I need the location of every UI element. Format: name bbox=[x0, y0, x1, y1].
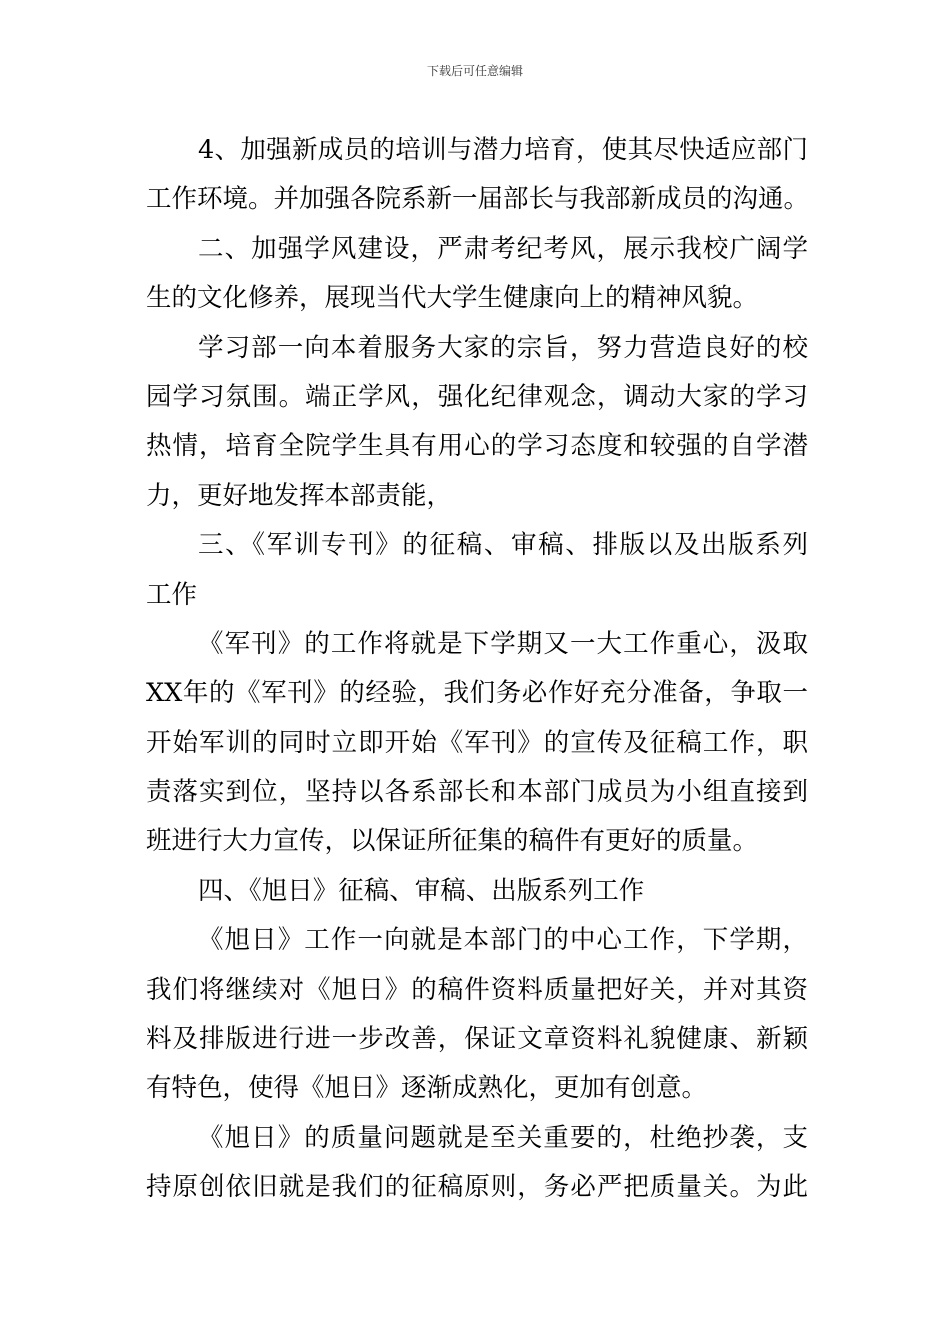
paragraph-line: 四、《旭日》征稿、审稿、出版系列工作 bbox=[198, 875, 645, 906]
page-header: 下载后可任意编辑 bbox=[426, 64, 523, 78]
paragraph-line: 《军刊》的工作将就是下学期又一大工作重心，汲取 bbox=[198, 628, 808, 659]
paragraph-line: 工作环境。并加强各院系新一届部长与我部新成员的沟通。 bbox=[146, 184, 810, 215]
paragraph-line: 学习部一向本着服务大家的宗旨，努力营造良好的校 bbox=[198, 332, 808, 363]
paragraph-line: 生的文化修养，展现当代大学生健康向上的精神风貌。 bbox=[146, 283, 759, 314]
document-body bbox=[146, 126, 808, 1213]
paragraph-line: 热情，培育全院学生具有用心的学习态度和较强的自学潜 bbox=[146, 431, 808, 462]
paragraph-line: 料及排版进行进一步改善，保证文章资料礼貌健康、新颖 bbox=[146, 1024, 808, 1055]
paragraph-line: 《旭日》的质量问题就是至关重要的，杜绝抄袭，支 bbox=[198, 1122, 808, 1153]
paragraph-line: 责落实到位，坚持以各系部长和本部门成员为小组直接到 bbox=[146, 777, 808, 808]
paragraph-line: 班进行大力宣传，以保证所征集的稿件有更好的质量。 bbox=[146, 826, 759, 857]
paragraph-line: 开始军训的同时立即开始《军刊》的宣传及征稿工作，职 bbox=[146, 727, 808, 758]
paragraph-line: 力，更好地发挥本部责能， bbox=[146, 480, 453, 511]
paragraph-line: 持原创依旧就是我们的征稿原则，务必严把质量关。为此 bbox=[146, 1172, 808, 1203]
paragraph-line: 园学习氛围。端正学风，强化纪律观念，调动大家的学习 bbox=[146, 381, 808, 412]
paragraph-line: 我们将继续对《旭日》的稿件资料质量把好关，并对其资 bbox=[146, 974, 808, 1005]
paragraph-line: 《旭日》工作一向就是本部门的中心工作，下学期， bbox=[198, 925, 808, 956]
paragraph-line: 有特色，使得《旭日》逐渐成熟化，更加有创意。 bbox=[146, 1073, 708, 1104]
paragraph-line: 工作 bbox=[146, 579, 198, 610]
paragraph-line: 三、《军训专刊》的征稿、审稿、排版以及出版系列 bbox=[198, 530, 808, 561]
paragraph-line: 4、加强新成员的培训与潜力培育，使其尽快适应部门 bbox=[198, 135, 808, 165]
paragraph-line: XX年的《军刊》的经验，我们务必作好充分准备，争取一 bbox=[146, 678, 808, 709]
paragraph-line: 二、加强学风建设，严肃考纪考风，展示我校广阔学 bbox=[198, 233, 808, 264]
